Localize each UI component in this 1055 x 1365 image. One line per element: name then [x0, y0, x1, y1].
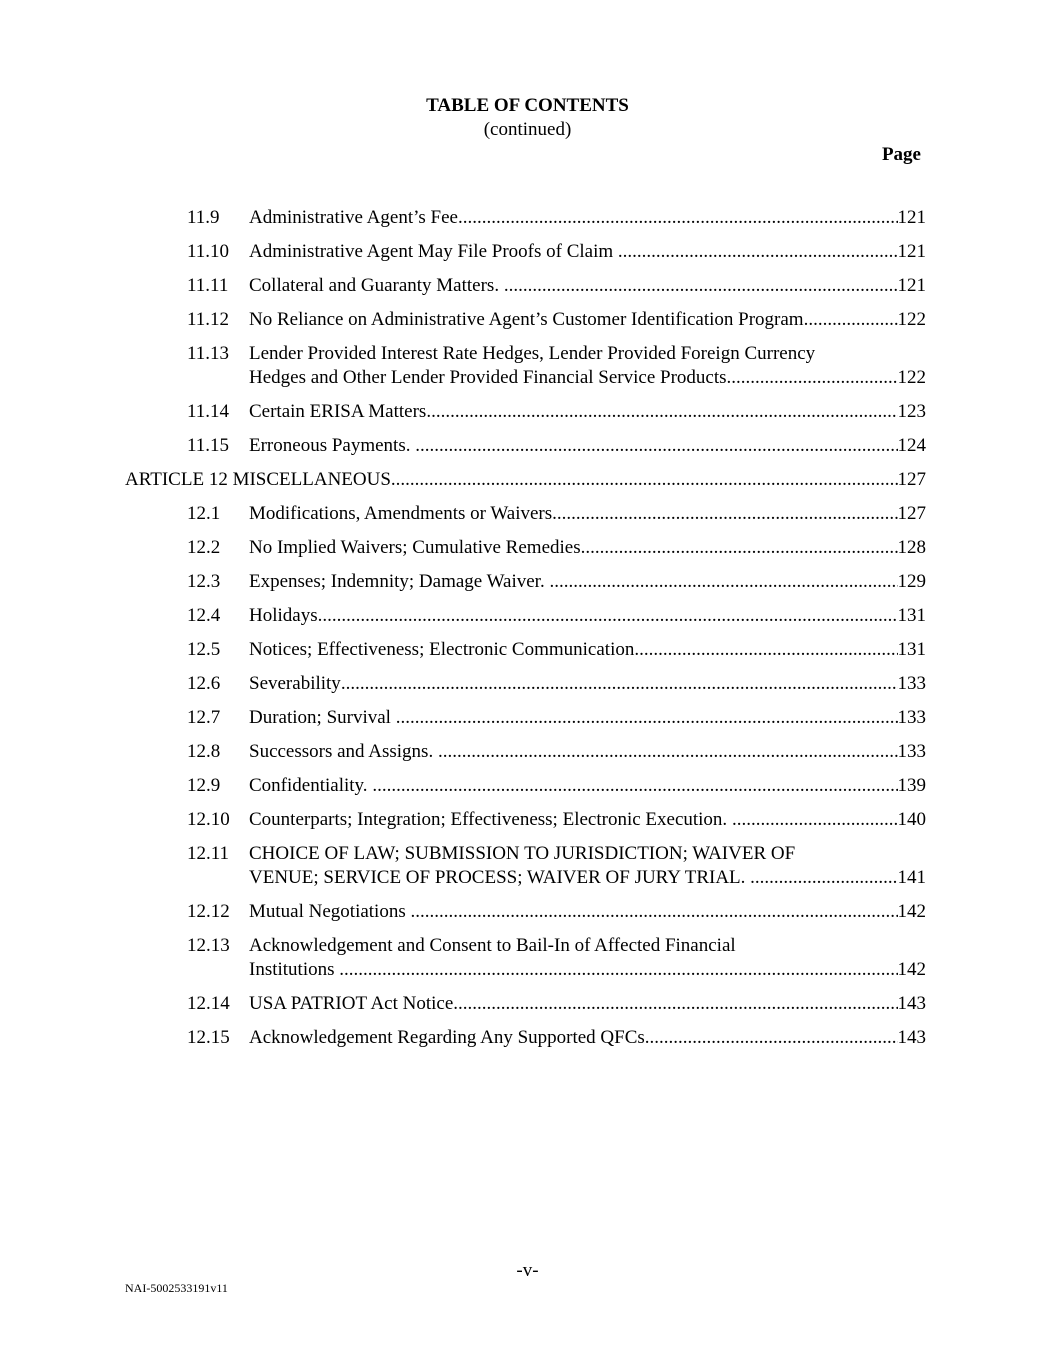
toc-entry[interactable]: [0, 992, 1055, 1016]
entry-body: [249, 274, 926, 298]
dot-leader: [341, 672, 898, 696]
dot-leader: [339, 958, 897, 982]
entry-body: [249, 842, 926, 890]
section-number: 11.9: [187, 207, 220, 228]
entry-body: [249, 400, 926, 424]
entry-title: Modifications, Amendments or Waivers: [249, 503, 553, 524]
entry-leader-line: [249, 992, 926, 1016]
entry-leader-line: [249, 958, 926, 982]
page-number: 143: [897, 1027, 926, 1048]
section-number: 12.4: [187, 605, 221, 626]
entry-leader-line: [249, 434, 926, 458]
dot-leader: [645, 1026, 898, 1050]
entry-title: Severability: [249, 673, 341, 694]
toc-entry[interactable]: [0, 240, 1055, 264]
entry-leader-line: [249, 706, 926, 730]
entry-leader-line: [249, 206, 926, 230]
dot-leader: [372, 774, 897, 798]
page-number: 128: [897, 537, 926, 558]
dot-leader: [453, 992, 897, 1016]
page-number: 140: [897, 809, 926, 830]
dot-leader: [318, 604, 898, 628]
entry-leader-line: [249, 240, 926, 264]
page-number: 127: [897, 503, 926, 524]
page-number: 141: [897, 867, 926, 888]
page-number: 131: [897, 639, 926, 660]
entry-leader-line: [249, 638, 926, 662]
entry-title: Hedges and Other Lender Provided Financial Service Products: [249, 367, 727, 388]
entry-body: [125, 468, 926, 492]
entry-body: [249, 536, 926, 560]
toc-entry[interactable]: [0, 672, 1055, 696]
page-number: 142: [897, 959, 926, 980]
page-number: 122: [897, 367, 926, 388]
entry-title: USA PATRIOT Act Notice: [249, 993, 454, 1014]
entry-leader-line: [249, 604, 926, 628]
section-number: 12.8: [187, 741, 221, 762]
page-number: 131: [897, 605, 926, 626]
entry-leader-line: [249, 774, 926, 798]
entry-body: [249, 672, 926, 696]
page-number: 142: [897, 901, 926, 922]
entry-title: Collateral and Guaranty Matters.: [249, 275, 504, 296]
entry-title: ARTICLE 12 MISCELLANEOUS: [125, 469, 391, 490]
entry-leader-line: [249, 274, 926, 298]
dot-leader: [727, 366, 898, 390]
section-number: 12.1: [187, 503, 221, 524]
page-number: 124: [897, 435, 926, 456]
dot-leader: [618, 240, 898, 264]
toc-entry[interactable]: [0, 502, 1055, 526]
section-number: 11.12: [187, 309, 230, 330]
entry-body: [249, 434, 926, 458]
entry-leader-line: [249, 808, 926, 832]
dot-leader: [750, 866, 897, 890]
section-number: 12.9: [187, 775, 221, 796]
entry-title: Successors and Assigns.: [249, 741, 438, 762]
page-number: 133: [897, 707, 926, 728]
entry-title: Acknowledgement Regarding Any Supported QFCs: [249, 1027, 645, 1048]
toc-entry[interactable]: [0, 274, 1055, 298]
page-number: 121: [897, 241, 926, 262]
entry-title: Institutions: [249, 959, 340, 980]
entry-title: Mutual Negotiations: [249, 901, 411, 922]
entry-leader-line: [249, 866, 926, 890]
dot-leader: [804, 308, 898, 332]
page-number: 121: [897, 275, 926, 296]
footer-page-number: -v-: [516, 1260, 539, 1281]
page-number: 122: [897, 309, 926, 330]
entry-title: Holidays: [249, 605, 318, 626]
dot-leader: [426, 400, 897, 424]
entry-leader-line: [249, 308, 926, 332]
entry-leader-line: [249, 570, 926, 594]
entry-body: [249, 992, 926, 1016]
entry-title: Expenses; Indemnity; Damage Waiver.: [249, 571, 550, 592]
document-id: NAI-5002533191v11: [125, 1281, 228, 1295]
dot-leader: [581, 536, 898, 560]
toc-entry[interactable]: [0, 434, 1055, 458]
entry-leader-line: [249, 366, 926, 390]
entry-leader-line: [249, 502, 926, 526]
section-number: 11.11: [187, 275, 229, 296]
dot-leader: [732, 808, 898, 832]
entry-body: [249, 1026, 926, 1050]
entry-title: VENUE; SERVICE OF PROCESS; WAIVER OF JURY TRIAL.: [249, 867, 751, 888]
page-number: 127: [897, 469, 926, 490]
toc-subtitle: (continued): [483, 119, 572, 140]
entry-leader-line: [249, 740, 926, 764]
entry-body: [249, 900, 926, 924]
page-number: 139: [897, 775, 926, 796]
entry-body: [249, 638, 926, 662]
section-number: 12.13: [187, 935, 230, 956]
toc-entry[interactable]: [0, 604, 1055, 628]
entry-title: Administrative Agent May File Proofs of Claim: [249, 241, 618, 262]
toc-entry[interactable]: [0, 740, 1055, 764]
toc-entry[interactable]: [0, 308, 1055, 332]
entry-body: [249, 774, 926, 798]
entry-title-line: Lender Provided Interest Rate Hedges, Lender Provided Foreign Currency: [249, 343, 816, 364]
dot-leader: [391, 468, 898, 492]
entry-leader-line: [249, 536, 926, 560]
toc-entry[interactable]: [0, 774, 1055, 798]
section-number: 12.5: [187, 639, 221, 660]
section-number: 11.13: [187, 343, 230, 364]
dot-leader: [396, 706, 898, 730]
entry-body: [249, 808, 926, 832]
toc-entry[interactable]: [0, 206, 1055, 230]
toc-list: [0, 206, 1055, 1060]
toc-entry[interactable]: [0, 638, 1055, 662]
section-number: 12.12: [187, 901, 230, 922]
section-number: 12.2: [187, 537, 221, 558]
entry-title: No Implied Waivers; Cumulative Remedies: [249, 537, 581, 558]
dot-leader: [549, 570, 897, 594]
entry-title: Duration; Survival: [249, 707, 396, 728]
dot-leader: [504, 274, 898, 298]
section-number: 11.10: [187, 241, 230, 262]
entry-body: [249, 604, 926, 628]
page-column-label: Page: [881, 144, 921, 165]
dot-leader: [415, 434, 897, 458]
entry-title-line: Acknowledgement and Consent to Bail-In of Affected Financial: [249, 935, 736, 956]
dot-leader: [410, 900, 897, 924]
dot-leader: [458, 206, 898, 230]
toc-entry[interactable]: [0, 342, 1055, 390]
entry-title: Confidentiality.: [249, 775, 373, 796]
entry-body: [249, 308, 926, 332]
entry-body: [249, 706, 926, 730]
section-number: 11.14: [187, 401, 230, 422]
toc-entry[interactable]: [0, 842, 1055, 890]
entry-title: Certain ERISA Matters: [249, 401, 427, 422]
section-number: 12.15: [187, 1027, 230, 1048]
section-number: 12.7: [187, 707, 221, 728]
toc-entry[interactable]: [0, 706, 1055, 730]
entry-leader-line: [249, 672, 926, 696]
entry-leader-line: [249, 1026, 926, 1050]
entry-body: [249, 240, 926, 264]
dot-leader: [552, 502, 897, 526]
toc-title: TABLE OF CONTENTS: [426, 95, 629, 116]
toc-entry[interactable]: [0, 1026, 1055, 1050]
section-number: 12.3: [187, 571, 221, 592]
section-number: 11.15: [187, 435, 230, 456]
page-number: 121: [897, 207, 926, 228]
entry-body: [249, 342, 926, 390]
toc-entry[interactable]: [0, 400, 1055, 424]
toc-article-entry[interactable]: [0, 468, 1055, 492]
page-number: 123: [897, 401, 926, 422]
entry-title-line: CHOICE OF LAW; SUBMISSION TO JURISDICTION; WAIVER OF: [249, 843, 796, 864]
entry-title: Notices; Effectiveness; Electronic Communication: [249, 639, 635, 660]
toc-entry[interactable]: [0, 536, 1055, 560]
entry-title: Administrative Agent’s Fee: [249, 207, 458, 228]
entry-body: [249, 934, 926, 982]
dot-leader: [634, 638, 897, 662]
entry-title: Erroneous Payments.: [249, 435, 416, 456]
entry-body: [249, 206, 926, 230]
entry-title: Counterparts; Integration; Effectiveness; Electronic Execution.: [249, 809, 732, 830]
page-number: 143: [897, 993, 926, 1014]
entry-title: No Reliance on Administrative Agent’s Customer Identification Program: [249, 309, 804, 330]
section-number: 12.11: [187, 843, 230, 864]
entry-body: [249, 502, 926, 526]
dot-leader: [438, 740, 898, 764]
entry-body: [249, 740, 926, 764]
page-number: 133: [897, 741, 926, 762]
toc-entry[interactable]: [0, 570, 1055, 594]
page-number: 129: [897, 571, 926, 592]
entry-leader-line: [249, 400, 926, 424]
section-number: 12.10: [187, 809, 230, 830]
toc-entry[interactable]: [0, 934, 1055, 982]
page-number: 133: [897, 673, 926, 694]
entry-body: [249, 570, 926, 594]
entry-leader-line: [125, 468, 926, 492]
section-number: 12.14: [187, 993, 230, 1014]
toc-entry[interactable]: [0, 900, 1055, 924]
section-number: 12.6: [187, 673, 221, 694]
toc-entry[interactable]: [0, 808, 1055, 832]
entry-leader-line: [249, 900, 926, 924]
